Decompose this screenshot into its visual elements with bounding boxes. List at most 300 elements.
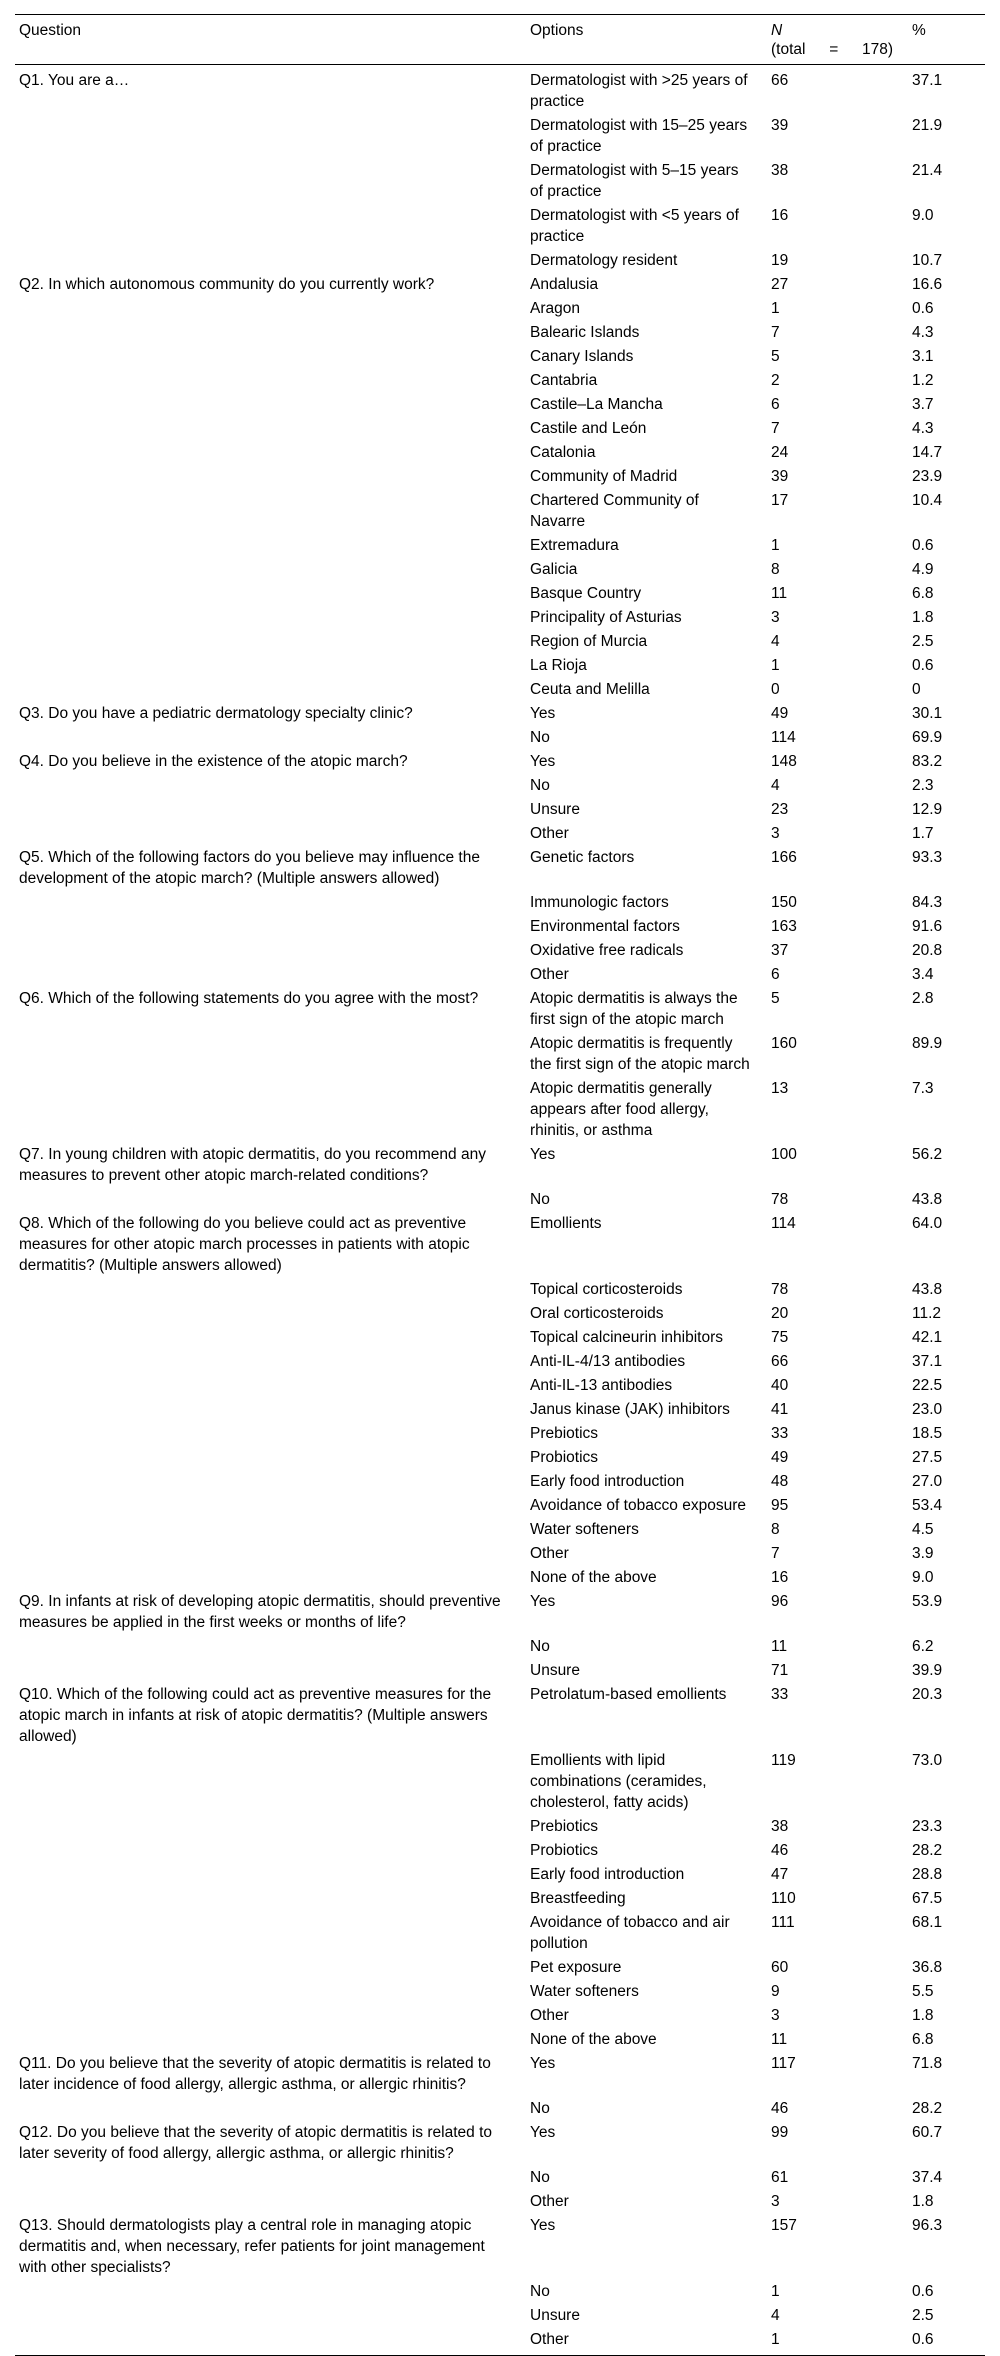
table-row bbox=[15, 1955, 985, 1979]
table-row bbox=[15, 914, 985, 938]
count-cell: 9 bbox=[771, 1983, 780, 2000]
percent-cell: 84.3 bbox=[912, 894, 943, 911]
percent-cell: 60.7 bbox=[912, 2124, 943, 2141]
option-cell: Castile and León bbox=[530, 420, 647, 437]
table-row bbox=[15, 773, 985, 797]
table-row bbox=[15, 557, 985, 581]
percent-cell: 2.3 bbox=[912, 777, 934, 794]
option-cell: Cantabria bbox=[530, 372, 598, 389]
table-row bbox=[15, 605, 985, 629]
percent-cell: 21.4 bbox=[912, 162, 943, 179]
table-row bbox=[15, 986, 985, 1031]
table-row bbox=[15, 1076, 985, 1142]
option-cell: Probiotics bbox=[530, 1842, 599, 1859]
percent-cell: 22.5 bbox=[912, 1377, 943, 1394]
option-cell: Unsure bbox=[530, 801, 580, 818]
question-cell bbox=[15, 2303, 526, 2327]
percent-cell: 43.8 bbox=[912, 1191, 943, 1208]
question-cell bbox=[15, 1031, 526, 1076]
table-row bbox=[15, 416, 985, 440]
option-cell: No bbox=[530, 1191, 550, 1208]
header-row bbox=[15, 15, 985, 65]
count-cell: 75 bbox=[771, 1329, 789, 1346]
table-row bbox=[15, 1565, 985, 1589]
question-cell bbox=[15, 1349, 526, 1373]
table-row bbox=[15, 821, 985, 845]
count-cell: 5 bbox=[771, 348, 780, 365]
question-cell bbox=[15, 605, 526, 629]
question-cell: Q12. Do you believe that the severity of atopic dermatitis is related to later severity of food allergy, allergic asthma, or allergic rhinitis? bbox=[19, 2124, 492, 2162]
percent-cell: 37.1 bbox=[912, 72, 943, 89]
table-row bbox=[15, 1886, 985, 1910]
count-cell: 13 bbox=[771, 1080, 789, 1097]
header-question: Question bbox=[15, 15, 526, 65]
table-row bbox=[15, 1517, 985, 1541]
count-cell: 6 bbox=[771, 966, 780, 983]
percent-cell: 4.9 bbox=[912, 561, 934, 578]
count-cell: 114 bbox=[771, 1215, 796, 1232]
table-row bbox=[15, 701, 985, 725]
option-cell: Probiotics bbox=[530, 1449, 599, 1466]
percent-cell: 20.8 bbox=[912, 942, 943, 959]
percent-cell: 4.3 bbox=[912, 324, 934, 341]
count-cell: 46 bbox=[771, 1842, 789, 1859]
table-row bbox=[15, 1187, 985, 1211]
percent-cell: 96.3 bbox=[912, 2217, 943, 2234]
option-cell: Yes bbox=[530, 2055, 556, 2072]
percent-cell: 1.8 bbox=[912, 2193, 934, 2210]
count-cell: 20 bbox=[771, 1305, 789, 1322]
option-cell: Prebiotics bbox=[530, 1818, 599, 1835]
question-cell bbox=[15, 2003, 526, 2027]
percent-cell: 11.2 bbox=[912, 1305, 942, 1322]
option-cell: Region of Murcia bbox=[530, 633, 648, 650]
table-row bbox=[15, 488, 985, 533]
table-body bbox=[15, 65, 985, 2356]
percent-cell: 9.0 bbox=[912, 207, 934, 224]
count-cell: 8 bbox=[771, 561, 780, 578]
table-header bbox=[15, 15, 985, 65]
percent-cell: 73.0 bbox=[912, 1752, 943, 1769]
percent-cell: 2.5 bbox=[912, 2307, 934, 2324]
question-cell: Q11. Do you believe that the severity of atopic dermatitis is related to later incidence of food allergy, allergic asthma, or allergic rhinitis? bbox=[19, 2055, 491, 2093]
percent-cell: 42.1 bbox=[912, 1329, 943, 1346]
count-cell: 148 bbox=[771, 753, 797, 770]
count-cell: 1 bbox=[771, 2283, 780, 2300]
option-cell: Canary Islands bbox=[530, 348, 634, 365]
option-cell: Unsure bbox=[530, 2307, 580, 2324]
percent-cell: 37.1 bbox=[912, 1353, 943, 1370]
count-cell: 96 bbox=[771, 1593, 789, 1610]
percent-cell: 0.6 bbox=[912, 2331, 934, 2348]
header-n-label: N bbox=[771, 22, 783, 39]
option-cell: Genetic factors bbox=[530, 849, 635, 866]
question-cell bbox=[15, 1748, 526, 1814]
table-row bbox=[15, 1469, 985, 1493]
option-cell: Avoidance of tobacco exposure bbox=[530, 1497, 747, 1514]
count-cell: 33 bbox=[771, 1425, 789, 1442]
question-cell bbox=[15, 1187, 526, 1211]
option-cell: No bbox=[530, 1638, 550, 1655]
question-cell: Q1. You are a… bbox=[19, 72, 130, 89]
count-cell: 16 bbox=[771, 1569, 789, 1586]
table-row bbox=[15, 2327, 985, 2356]
count-cell: 2 bbox=[771, 372, 780, 389]
option-cell: Community of Madrid bbox=[530, 468, 678, 485]
percent-cell: 1.2 bbox=[912, 372, 934, 389]
table-row bbox=[15, 1541, 985, 1565]
question-cell bbox=[15, 488, 526, 533]
percent-cell: 53.4 bbox=[912, 1497, 943, 1514]
option-cell: Janus kinase (JAK) inhibitors bbox=[530, 1401, 730, 1418]
question-cell bbox=[15, 581, 526, 605]
question-cell bbox=[15, 1910, 526, 1955]
percent-cell: 23.9 bbox=[912, 468, 943, 485]
question-cell bbox=[15, 938, 526, 962]
percent-cell: 3.7 bbox=[912, 396, 934, 413]
question-cell bbox=[15, 1301, 526, 1325]
question-cell bbox=[15, 203, 526, 248]
table-row bbox=[15, 1814, 985, 1838]
option-cell: Andalusia bbox=[530, 276, 599, 293]
option-cell: Other bbox=[530, 2007, 569, 2024]
option-cell: No bbox=[530, 2283, 550, 2300]
percent-cell: 0.6 bbox=[912, 537, 934, 554]
option-cell: Topical calcineurin inhibitors bbox=[530, 1329, 723, 1346]
percent-cell: 6.2 bbox=[912, 1638, 934, 1655]
percent-cell: 2.5 bbox=[912, 633, 934, 650]
option-cell: Pet exposure bbox=[530, 1959, 622, 1976]
question-cell bbox=[15, 557, 526, 581]
option-cell: Early food introduction bbox=[530, 1866, 685, 1883]
option-cell: Water softeners bbox=[530, 1983, 639, 2000]
option-cell: Galicia bbox=[530, 561, 578, 578]
count-cell: 150 bbox=[771, 894, 797, 911]
count-cell: 66 bbox=[771, 72, 789, 89]
table-row bbox=[15, 1910, 985, 1955]
table-row bbox=[15, 581, 985, 605]
question-cell bbox=[15, 890, 526, 914]
table-row bbox=[15, 392, 985, 416]
option-cell: Dermatologist with <5 years of practice bbox=[530, 207, 739, 245]
count-cell: 114 bbox=[771, 729, 796, 746]
question-cell bbox=[15, 248, 526, 272]
question-cell: Q2. In which autonomous community do you currently work? bbox=[19, 276, 435, 293]
table-row bbox=[15, 113, 985, 158]
table-row bbox=[15, 2096, 985, 2120]
option-cell: Atopic dermatitis generally appears after food allergy, rhinitis, or asthma bbox=[530, 1080, 712, 1139]
question-cell bbox=[15, 1814, 526, 1838]
percent-cell: 27.0 bbox=[912, 1473, 943, 1490]
count-cell: 11 bbox=[771, 585, 788, 602]
option-cell: No bbox=[530, 2169, 550, 2186]
option-cell: Dermatology resident bbox=[530, 252, 678, 269]
table-row bbox=[15, 65, 985, 114]
table-row bbox=[15, 1325, 985, 1349]
option-cell: Catalonia bbox=[530, 444, 596, 461]
option-cell: Topical corticosteroids bbox=[530, 1281, 683, 1298]
option-cell: Oral corticosteroids bbox=[530, 1305, 664, 1322]
count-cell: 1 bbox=[771, 537, 780, 554]
table-row bbox=[15, 962, 985, 986]
percent-cell: 5.5 bbox=[912, 1983, 934, 2000]
question-cell bbox=[15, 440, 526, 464]
table-row bbox=[15, 629, 985, 653]
count-cell: 71 bbox=[771, 1662, 789, 1679]
question-cell bbox=[15, 392, 526, 416]
question-cell bbox=[15, 914, 526, 938]
count-cell: 7 bbox=[771, 324, 780, 341]
option-cell: Yes bbox=[530, 753, 556, 770]
table-row bbox=[15, 2003, 985, 2027]
percent-cell: 68.1 bbox=[912, 1914, 943, 1931]
percent-cell: 64.0 bbox=[912, 1215, 943, 1232]
question-cell bbox=[15, 533, 526, 557]
option-cell: Dermatologist with >25 years of practice bbox=[530, 72, 748, 110]
option-cell: Unsure bbox=[530, 1662, 580, 1679]
percent-cell: 18.5 bbox=[912, 1425, 943, 1442]
question-cell bbox=[15, 320, 526, 344]
percent-cell: 0 bbox=[912, 681, 921, 698]
table-row bbox=[15, 533, 985, 557]
question-cell bbox=[15, 629, 526, 653]
table-row bbox=[15, 2051, 985, 2096]
survey-results-table bbox=[15, 14, 985, 2356]
option-cell: Anti-IL-13 antibodies bbox=[530, 1377, 673, 1394]
count-cell: 78 bbox=[771, 1281, 789, 1298]
option-cell: Atopic dermatitis is frequently the first sign of the atopic march bbox=[530, 1035, 750, 1073]
count-cell: 19 bbox=[771, 252, 789, 269]
question-cell bbox=[15, 725, 526, 749]
option-cell: Environmental factors bbox=[530, 918, 680, 935]
percent-cell: 12.9 bbox=[912, 801, 943, 818]
count-cell: 37 bbox=[771, 942, 789, 959]
table-row bbox=[15, 272, 985, 296]
count-cell: 38 bbox=[771, 162, 789, 179]
percent-cell: 89.9 bbox=[912, 1035, 943, 1052]
question-cell bbox=[15, 797, 526, 821]
count-cell: 0 bbox=[771, 681, 780, 698]
table-row bbox=[15, 1421, 985, 1445]
table-row bbox=[15, 1349, 985, 1373]
question-cell bbox=[15, 2165, 526, 2189]
option-cell: Principality of Asturias bbox=[530, 609, 682, 626]
question-cell bbox=[15, 1277, 526, 1301]
table-row bbox=[15, 1373, 985, 1397]
percent-cell: 30.1 bbox=[912, 705, 943, 722]
question-cell: Q4. Do you believe in the existence of the atopic march? bbox=[19, 753, 408, 770]
question-cell bbox=[15, 677, 526, 701]
table-row bbox=[15, 1397, 985, 1421]
question-cell bbox=[15, 1838, 526, 1862]
percent-cell: 67.5 bbox=[912, 1890, 943, 1907]
count-cell: 3 bbox=[771, 2193, 780, 2210]
count-cell: 46 bbox=[771, 2100, 789, 2117]
count-cell: 8 bbox=[771, 1521, 780, 1538]
count-cell: 7 bbox=[771, 420, 780, 437]
table-row bbox=[15, 1634, 985, 1658]
table-row bbox=[15, 1589, 985, 1634]
question-cell bbox=[15, 158, 526, 203]
header-total-b: 178) bbox=[861, 41, 893, 58]
question-cell bbox=[15, 344, 526, 368]
question-cell bbox=[15, 1373, 526, 1397]
question-cell bbox=[15, 1493, 526, 1517]
question-cell bbox=[15, 1076, 526, 1142]
question-cell bbox=[15, 1325, 526, 1349]
table-row bbox=[15, 1301, 985, 1325]
option-cell: Balearic Islands bbox=[530, 324, 640, 341]
header-total-a: (total bbox=[771, 41, 806, 58]
table-row bbox=[15, 320, 985, 344]
header-n bbox=[767, 15, 908, 65]
percent-cell: 6.8 bbox=[912, 585, 934, 602]
count-cell: 4 bbox=[771, 777, 780, 794]
count-cell: 3 bbox=[771, 2007, 780, 2024]
percent-cell: 39.9 bbox=[912, 1662, 943, 1679]
question-cell bbox=[15, 1445, 526, 1469]
table-row bbox=[15, 797, 985, 821]
percent-cell: 9.0 bbox=[912, 1569, 934, 1586]
percent-cell: 16.6 bbox=[912, 276, 943, 293]
option-cell: Other bbox=[530, 2331, 569, 2348]
count-cell: 95 bbox=[771, 1497, 789, 1514]
table-row bbox=[15, 677, 985, 701]
count-cell: 4 bbox=[771, 2307, 780, 2324]
table-row bbox=[15, 1277, 985, 1301]
table-row bbox=[15, 248, 985, 272]
table-row bbox=[15, 1979, 985, 2003]
count-cell: 78 bbox=[771, 1191, 789, 1208]
percent-cell: 10.7 bbox=[912, 252, 943, 269]
question-cell: Q5. Which of the following factors do you believe may influence the development of the atopic march? (Multiple answers allowed) bbox=[19, 849, 480, 887]
question-cell bbox=[15, 464, 526, 488]
option-cell: No bbox=[530, 777, 550, 794]
percent-cell: 37.4 bbox=[912, 2169, 943, 2186]
option-cell: La Rioja bbox=[530, 657, 587, 674]
count-cell: 49 bbox=[771, 1449, 789, 1466]
count-cell: 3 bbox=[771, 825, 780, 842]
count-cell: 47 bbox=[771, 1866, 789, 1883]
count-cell: 1 bbox=[771, 300, 780, 317]
percent-cell: 23.0 bbox=[912, 1401, 943, 1418]
option-cell: Chartered Community of Navarre bbox=[530, 492, 699, 530]
option-cell: Early food introduction bbox=[530, 1473, 685, 1490]
table-row bbox=[15, 1493, 985, 1517]
table-row bbox=[15, 1748, 985, 1814]
table-row bbox=[15, 2303, 985, 2327]
percent-cell: 91.6 bbox=[912, 918, 943, 935]
table-row bbox=[15, 1838, 985, 1862]
percent-cell: 1.8 bbox=[912, 609, 934, 626]
option-cell: Water softeners bbox=[530, 1521, 639, 1538]
table-row bbox=[15, 1682, 985, 1748]
question-cell bbox=[15, 1421, 526, 1445]
table-row bbox=[15, 296, 985, 320]
option-cell: Basque Country bbox=[530, 585, 642, 602]
question-cell bbox=[15, 2327, 526, 2356]
percent-cell: 93.3 bbox=[912, 849, 943, 866]
option-cell: None of the above bbox=[530, 1569, 657, 1586]
percent-cell: 28.2 bbox=[912, 2100, 943, 2117]
question-cell bbox=[15, 1517, 526, 1541]
percent-cell: 27.5 bbox=[912, 1449, 943, 1466]
option-cell: Yes bbox=[530, 2217, 556, 2234]
count-cell: 61 bbox=[771, 2169, 789, 2186]
option-cell: Yes bbox=[530, 705, 556, 722]
header-options: Options bbox=[526, 15, 767, 65]
percent-cell: 71.8 bbox=[912, 2055, 943, 2072]
percent-cell: 10.4 bbox=[912, 492, 943, 509]
question-cell: Q6. Which of the following statements do you agree with the most? bbox=[19, 990, 479, 1007]
count-cell: 39 bbox=[771, 117, 789, 134]
count-cell: 33 bbox=[771, 1686, 789, 1703]
option-cell: Other bbox=[530, 825, 569, 842]
question-cell: Q7. In young children with atopic dermatitis, do you recommend any measures to prevent other atopic march-related conditions? bbox=[19, 1146, 486, 1184]
percent-cell: 83.2 bbox=[912, 753, 943, 770]
question-cell bbox=[15, 962, 526, 986]
count-cell: 60 bbox=[771, 1959, 789, 1976]
table-row bbox=[15, 344, 985, 368]
percent-cell: 20.3 bbox=[912, 1686, 943, 1703]
count-cell: 6 bbox=[771, 396, 780, 413]
count-cell: 157 bbox=[771, 2217, 797, 2234]
count-cell: 160 bbox=[771, 1035, 797, 1052]
header-total bbox=[771, 40, 893, 59]
option-cell: No bbox=[530, 2100, 550, 2117]
table-row bbox=[15, 1658, 985, 1682]
count-cell: 27 bbox=[771, 276, 789, 293]
percent-cell: 0.6 bbox=[912, 300, 934, 317]
table-row bbox=[15, 749, 985, 773]
question-cell: Q10. Which of the following could act as preventive measures for the atopic march in infants at risk of atopic dermatitis? (Multiple answers allowed) bbox=[19, 1686, 492, 1745]
percent-cell: 69.9 bbox=[912, 729, 943, 746]
table-row bbox=[15, 2027, 985, 2051]
question-cell bbox=[15, 113, 526, 158]
option-cell: Dermatologist with 15–25 years of practice bbox=[530, 117, 748, 155]
table-row bbox=[15, 938, 985, 962]
count-cell: 3 bbox=[771, 609, 780, 626]
question-cell bbox=[15, 2027, 526, 2051]
percent-cell: 3.1 bbox=[912, 348, 934, 365]
question-cell: Q3. Do you have a pediatric dermatology specialty clinic? bbox=[19, 705, 413, 722]
count-cell: 119 bbox=[771, 1752, 796, 1769]
percent-cell: 43.8 bbox=[912, 1281, 943, 1298]
question-cell bbox=[15, 1634, 526, 1658]
option-cell: Castile–La Mancha bbox=[530, 396, 663, 413]
table-row bbox=[15, 158, 985, 203]
table-row bbox=[15, 1142, 985, 1187]
percent-cell: 0.6 bbox=[912, 2283, 934, 2300]
option-cell: Emollients bbox=[530, 1215, 602, 1232]
option-cell: Petrolatum-based emollients bbox=[530, 1686, 727, 1703]
table-row bbox=[15, 1862, 985, 1886]
option-cell: Yes bbox=[530, 2124, 556, 2141]
percent-cell: 1.7 bbox=[912, 825, 934, 842]
percent-cell: 3.4 bbox=[912, 966, 934, 983]
option-cell: Prebiotics bbox=[530, 1425, 599, 1442]
percent-cell: 2.8 bbox=[912, 990, 934, 1007]
count-cell: 23 bbox=[771, 801, 789, 818]
percent-cell: 0.6 bbox=[912, 657, 934, 674]
question-cell bbox=[15, 296, 526, 320]
option-cell: Anti-IL-4/13 antibodies bbox=[530, 1353, 686, 1370]
question-cell bbox=[15, 1469, 526, 1493]
table-row bbox=[15, 845, 985, 890]
table-row bbox=[15, 2213, 985, 2279]
count-cell: 4 bbox=[771, 633, 780, 650]
percent-cell: 7.3 bbox=[912, 1080, 934, 1097]
